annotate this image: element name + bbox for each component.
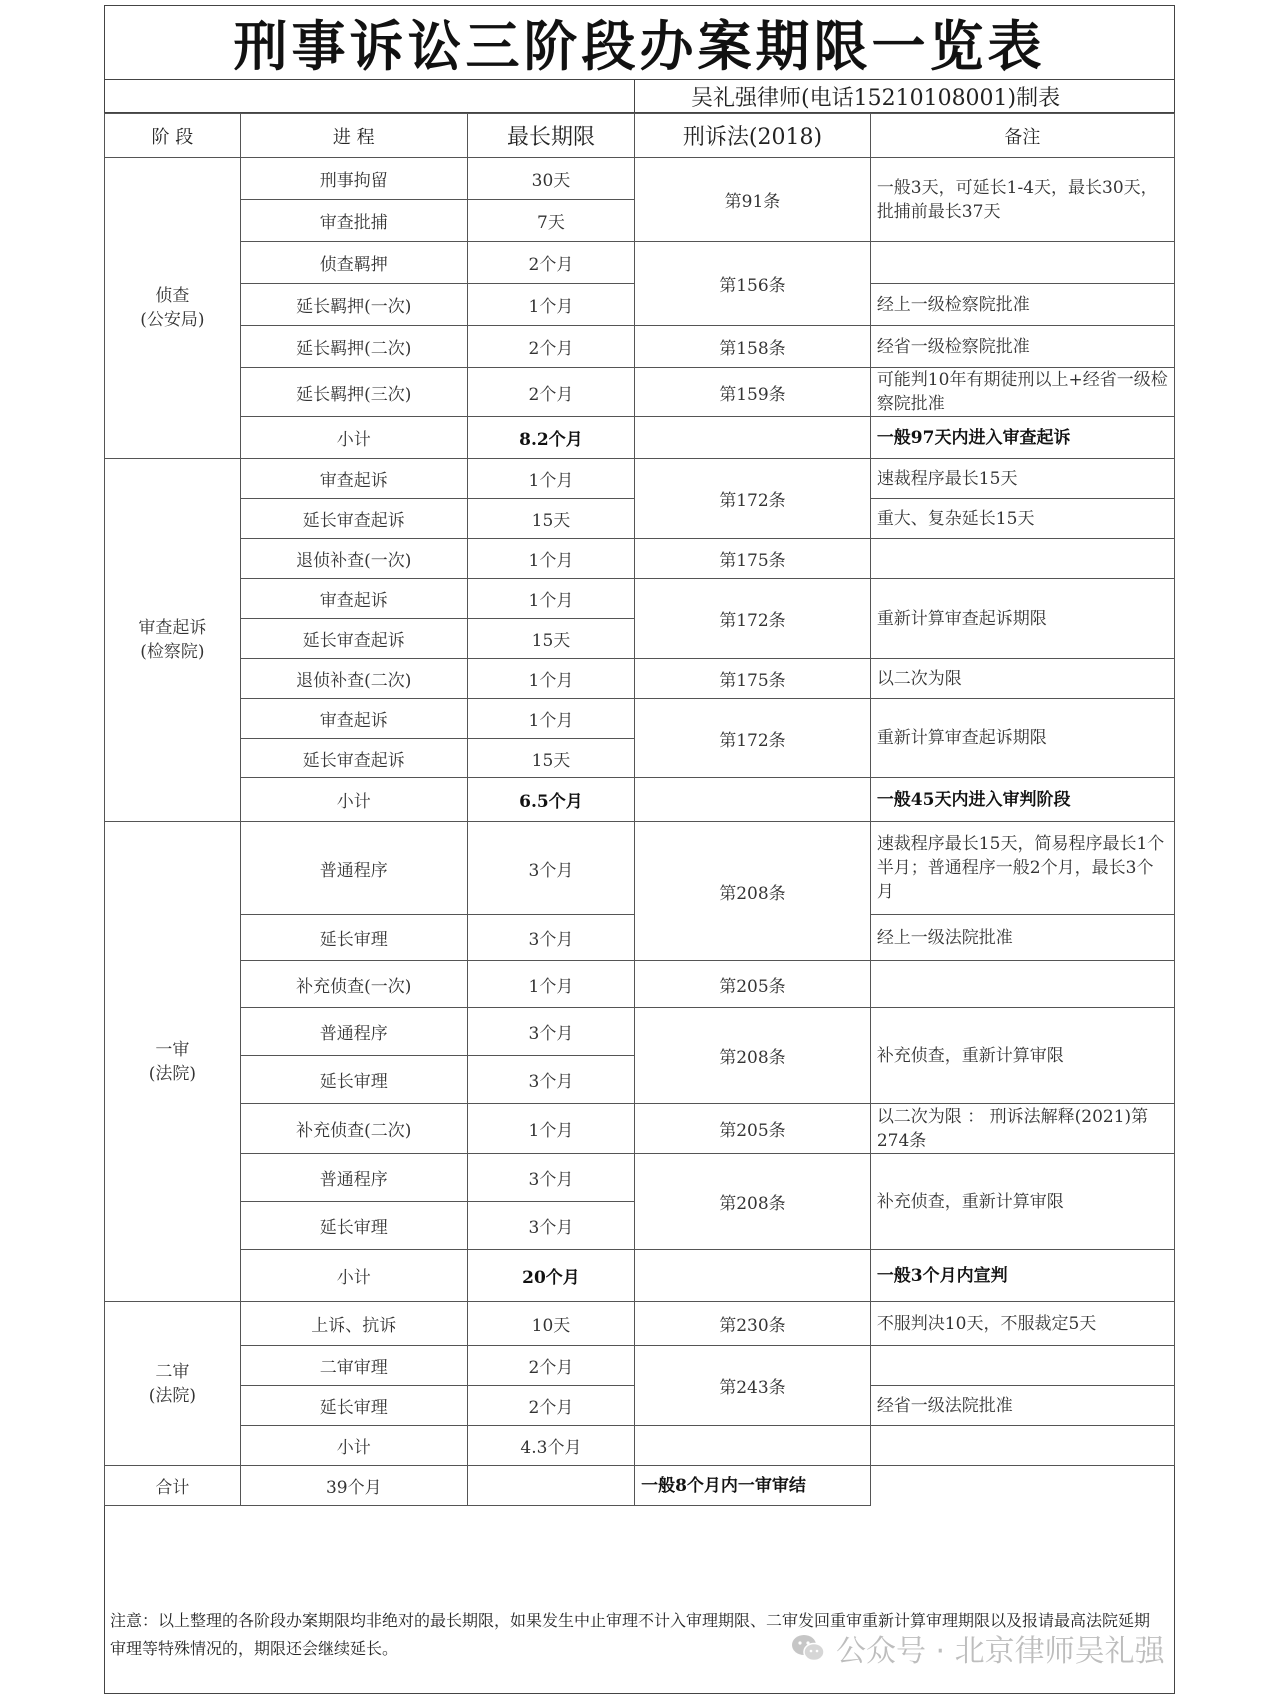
subtotal-row: [105, 778, 1175, 822]
law-cell: 第172条: [635, 579, 871, 659]
law-cell: [467, 1466, 634, 1506]
process-cell: 普通程序: [240, 1008, 467, 1056]
maker-row: [104, 80, 1175, 113]
remark-cell: 以二次为限 ： 刑诉法解释(2021)第274条: [870, 1104, 1174, 1154]
remark-cell: 经省一级检察院批准: [870, 326, 1174, 368]
limit-cell: 20个月: [467, 1250, 634, 1302]
table-row: [105, 579, 1175, 619]
remark-cell: 经上一级法院批准: [870, 915, 1174, 961]
limit-cell: 1个月: [467, 284, 634, 326]
header-row: [105, 114, 1175, 158]
limit-cell: 4.3个月: [467, 1426, 634, 1466]
process-cell: 延长审理: [240, 1202, 467, 1250]
subtotal-row: [105, 1250, 1175, 1302]
remark-cell: 一般3天，可延长1-4天，最长30天，批捕前最长37天: [870, 158, 1174, 242]
watermark-text: 公众号 · 北京律师吴礼强: [836, 1634, 1165, 1669]
law-cell: 第175条: [635, 659, 871, 699]
watermark: [790, 1630, 1165, 1669]
process-cell: 刑事拘留: [240, 158, 467, 200]
process-cell: 延长审查起诉: [240, 499, 467, 539]
law-cell: 第208条: [635, 1154, 871, 1250]
process-cell: 审查起诉: [240, 459, 467, 499]
process-cell: 审查起诉: [240, 699, 467, 739]
table-row: [105, 242, 1175, 284]
remark-cell: [870, 961, 1174, 1008]
stage-agency: (法院): [148, 1385, 197, 1406]
remark-cell: 补充侦查，重新计算审限: [870, 1008, 1174, 1104]
law-cell: 第175条: [635, 539, 871, 579]
limit-cell: 2个月: [467, 242, 634, 284]
remark-cell: 经上一级检察院批准: [870, 284, 1174, 326]
remark-cell: 可能判10年有期徒刑以上+经省一级检察院批准: [870, 368, 1174, 417]
remark-cell: 重大、复杂延长15天: [870, 499, 1174, 539]
limit-cell: 3个月: [467, 1154, 634, 1202]
process-cell: 延长审查起诉: [240, 739, 467, 778]
process-cell: 普通程序: [240, 1154, 467, 1202]
law-cell: 第172条: [635, 699, 871, 778]
limit-cell: 3个月: [467, 1202, 634, 1250]
law-cell: 第172条: [635, 459, 871, 539]
process-cell: 小计: [240, 1426, 467, 1466]
process-cell: 退侦补查(一次): [240, 539, 467, 579]
table-row: [105, 961, 1175, 1008]
remark-cell: [870, 242, 1174, 284]
process-cell: 小计: [240, 778, 467, 822]
limit-cell: 1个月: [467, 1104, 634, 1154]
law-cell: [635, 417, 871, 459]
law-cell: 第205条: [635, 1104, 871, 1154]
process-cell: 小计: [240, 1250, 467, 1302]
limit-cell: 10天: [467, 1302, 634, 1346]
limit-cell: 2个月: [467, 1346, 634, 1386]
stage-cell: [105, 158, 241, 459]
table-row: [105, 539, 1175, 579]
header-process: 进 程: [240, 114, 467, 158]
stage-agency: (检察院): [140, 642, 205, 662]
law-cell: 第230条: [635, 1302, 871, 1346]
limit-cell: 2个月: [467, 368, 634, 417]
process-cell: 合计: [105, 1466, 241, 1506]
process-cell: 补充侦查(二次): [240, 1104, 467, 1154]
process-cell: 补充侦查(一次): [240, 961, 467, 1008]
stage-name: 审查起诉: [138, 618, 207, 638]
header-stage: 阶 段: [105, 114, 241, 158]
law-cell: 第158条: [635, 326, 871, 368]
table-row: [105, 659, 1175, 699]
law-cell: 第205条: [635, 961, 871, 1008]
process-cell: 审查起诉: [240, 579, 467, 619]
subtotal-row: [105, 417, 1175, 459]
law-cell: 第243条: [635, 1346, 871, 1426]
remark-cell: [870, 1426, 1174, 1466]
remark-cell: 补充侦查，重新计算审限: [870, 1154, 1174, 1250]
table-row: [105, 1302, 1175, 1346]
limit-cell: 1个月: [467, 459, 634, 499]
stage-name: 一审: [155, 1039, 190, 1060]
limit-cell: 1个月: [467, 579, 634, 619]
law-cell: [635, 1250, 871, 1302]
stage-cell: [105, 822, 241, 1302]
header-law: 刑诉法(2018): [635, 114, 871, 158]
limit-cell: 6.5个月: [467, 778, 634, 822]
limit-cell: 39个月: [240, 1466, 467, 1506]
table-row: [105, 1104, 1175, 1154]
remark-cell: 一般8个月内一审审结: [635, 1466, 871, 1506]
law-cell: [635, 778, 871, 822]
title-row: [104, 5, 1175, 80]
process-cell: 延长审理: [240, 1386, 467, 1426]
limit-cell: 8.2个月: [467, 417, 634, 459]
limit-cell: 3个月: [467, 915, 634, 961]
limit-cell: 3个月: [467, 1008, 634, 1056]
remark-cell: [870, 1346, 1174, 1386]
remark-cell: 一般3个月内宣判: [870, 1250, 1174, 1302]
table-row: [105, 699, 1175, 739]
process-cell: 上诉、抗诉: [240, 1302, 467, 1346]
table-row: [105, 326, 1175, 368]
remark-cell: 不服判决10天，不服裁定5天: [870, 1302, 1174, 1346]
remark-cell: 重新计算审查起诉期限: [870, 699, 1174, 778]
total-row: [105, 1466, 1175, 1506]
remark-cell: 以二次为限: [870, 659, 1174, 699]
stage-cell: [105, 1302, 241, 1466]
remark-cell: 速裁程序最长15天，简易程序最长1个半月；普通程序一般2个月，最长3个月: [870, 822, 1174, 915]
limit-cell: 1个月: [467, 699, 634, 739]
period-table: [104, 113, 1175, 1506]
maker-credit: 吴礼强律师(电话15210108001)制表: [634, 80, 1175, 113]
remark-cell: 经省一级法院批准: [870, 1386, 1174, 1426]
remark-cell: 速裁程序最长15天: [870, 459, 1174, 499]
law-cell: 第156条: [635, 242, 871, 326]
process-cell: 延长羁押(三次): [240, 368, 467, 417]
wechat-icon: [790, 1633, 826, 1663]
process-cell: 退侦补查(二次): [240, 659, 467, 699]
process-cell: 普通程序: [240, 822, 467, 915]
limit-cell: 3个月: [467, 1056, 634, 1104]
process-cell: 延长审理: [240, 915, 467, 961]
remark-cell: 重新计算审查起诉期限: [870, 579, 1174, 659]
process-cell: 延长审理: [240, 1056, 467, 1104]
stage-agency: (法院): [148, 1063, 197, 1084]
limit-cell: 15天: [467, 739, 634, 778]
law-cell: 第91条: [635, 158, 871, 242]
process-cell: 延长羁押(一次): [240, 284, 467, 326]
stage-name: 侦查: [155, 286, 190, 306]
law-cell: 第159条: [635, 368, 871, 417]
limit-cell: 1个月: [467, 659, 634, 699]
limit-cell: 1个月: [467, 961, 634, 1008]
process-cell: 侦查羁押: [240, 242, 467, 284]
limit-cell: 3个月: [467, 822, 634, 915]
process-cell: 审查批捕: [240, 200, 467, 242]
stage-cell: [105, 459, 241, 822]
limit-cell: 7天: [467, 200, 634, 242]
table-row: [105, 1346, 1175, 1386]
stage-agency: (公安局): [140, 310, 205, 330]
header-remark: 备注: [870, 114, 1174, 158]
stage-name: 二审: [155, 1361, 190, 1382]
remark-cell: [870, 539, 1174, 579]
page-title: 刑事诉讼三阶段办案期限一览表: [233, 14, 1046, 78]
remark-cell: 一般45天内进入审判阶段: [870, 778, 1174, 822]
limit-cell: 15天: [467, 619, 634, 659]
table-row: [105, 459, 1175, 499]
note-text: 注意：以上整理的各阶段办案期限均非绝对的最长期限，如果发生中止审理不计入审理期限、二审发回重审重新计算审理期限以及报请最高法院延期审理等特殊情况的，期限还会继续延长。: [110, 1611, 1151, 1658]
process-cell: 小计: [240, 417, 467, 459]
remark-cell: 一般97天内进入审查起诉: [870, 417, 1174, 459]
law-cell: 第208条: [635, 1008, 871, 1104]
table-row: [105, 368, 1175, 417]
limit-cell: 2个月: [467, 1386, 634, 1426]
table-row: [105, 822, 1175, 915]
limit-cell: 15天: [467, 499, 634, 539]
table-row: [105, 1008, 1175, 1056]
table-row: [105, 1154, 1175, 1202]
law-cell: 第208条: [635, 822, 871, 961]
limit-cell: 2个月: [467, 326, 634, 368]
limit-cell: 1个月: [467, 539, 634, 579]
law-cell: [635, 1426, 871, 1466]
process-cell: 延长羁押(二次): [240, 326, 467, 368]
limit-cell: 30天: [467, 158, 634, 200]
table-row: [105, 158, 1175, 200]
process-cell: 延长审查起诉: [240, 619, 467, 659]
subtotal-row: [105, 1426, 1175, 1466]
process-cell: 二审审理: [240, 1346, 467, 1386]
header-limit: 最长期限: [467, 114, 634, 158]
